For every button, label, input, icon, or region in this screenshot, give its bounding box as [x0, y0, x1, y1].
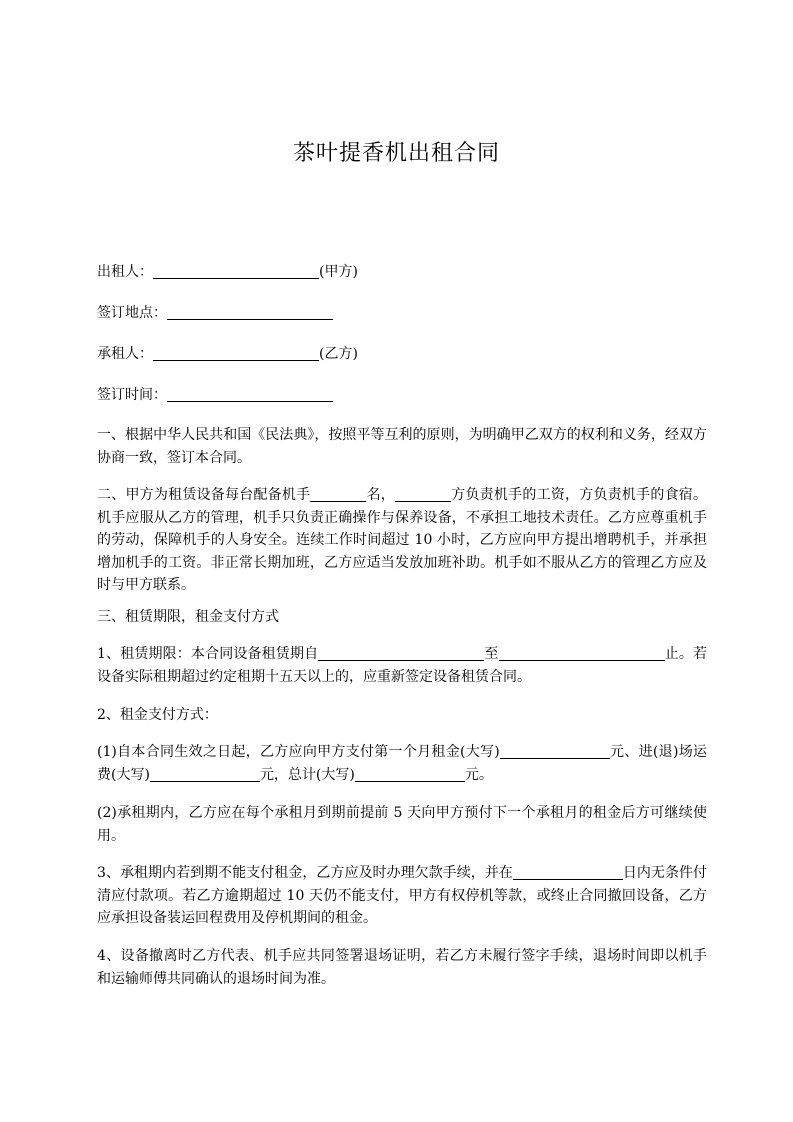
clause-1: 一、根据中华人民共和国《民法典》，按照平等互利的原则，为明确甲乙双方的权利和义务，经双方协商一致，签订本合同。 — [97, 427, 707, 466]
payment-item-1-text-d: 元。 — [464, 766, 493, 783]
place-line — [97, 303, 333, 323]
first-rent-blank[interactable] — [500, 742, 610, 759]
place-label: 签订地点： — [97, 305, 167, 321]
clause-2-text-c: 方负责机手的工资，方负责机手的食宿。机手应服从乙方的管理，机手只负责正确操作与保养设备，不承担工地技术责任。乙方应尊重机手的劳动，保障机手的人身安全。连续工作时间超过 10 小时，乙方应向甲方提出增聘机手，并承担增加机手的工资。非正常长期加班，乙方应适当发放加班补助。机手如不服从乙方的管理乙方应及时与甲方联系。 — [97, 487, 708, 593]
lessor-suffix: (甲方) — [319, 264, 358, 280]
lessor-blank[interactable] — [153, 262, 319, 279]
operator-count-blank[interactable] — [310, 485, 366, 502]
clause-3-heading: 三、租赁期限，租金支付方式 — [97, 609, 279, 625]
lessor-line — [97, 262, 358, 282]
total-amount-blank[interactable] — [355, 765, 465, 782]
lessee-blank[interactable] — [153, 344, 319, 361]
clause-3-1-text-b: 至 — [484, 646, 499, 662]
clause-3-1-text-a: 1、租赁期限：本合同设备租赁期自 — [97, 646, 319, 662]
payment-days-blank[interactable] — [513, 863, 623, 880]
clause-3-3-text-b: 日内无条件付清应付款项。若乙方逾期超过 10 天仍不能支付，甲方有权停机等款，或终止合同撤回设备，乙方应承担设备装运回程费用及停机期间的租金。 — [97, 865, 708, 926]
payment-item-2: (2)承租期内，乙方应在每个承租月到期前提前 5 天向甲方预付下一个承租月的租金后方可继续使用。 — [97, 805, 707, 844]
lease-start-blank[interactable] — [318, 644, 484, 661]
clause-3-2: 2、租金支付方式： — [97, 707, 218, 723]
clause-3-3 — [97, 862, 707, 930]
lease-end-blank[interactable] — [499, 644, 665, 661]
lessee-line — [97, 344, 358, 364]
clause-2-text-a: 二、甲方为租赁设备每台配备机手 — [97, 487, 311, 503]
date-label: 签订时间： — [97, 387, 167, 403]
wage-party-blank[interactable] — [395, 485, 451, 502]
payment-item-1 — [97, 741, 707, 786]
clause-3-1-text-c: 止。若设备实际租期超过约定租期十五天以上的，应重新签定设备租赁合同。 — [97, 646, 708, 685]
place-blank[interactable] — [167, 303, 333, 320]
lessee-label: 承租人： — [97, 346, 153, 362]
payment-item-1-text-c: 元，总计(大写) — [259, 766, 355, 783]
transport-fee-blank[interactable] — [150, 765, 260, 782]
clause-3-3-text-a: 3、承租期内若到期不能支付租金，乙方应及时办理欠款手续，并在 — [97, 865, 513, 881]
payment-item-1-text-b: 元、进(退)场运费(大写) — [97, 744, 707, 783]
clause-3-1 — [97, 643, 707, 688]
lessor-label: 出租人： — [97, 264, 153, 280]
document-title: 茶叶提香机出租合同 — [292, 141, 500, 166]
date-blank[interactable] — [167, 385, 333, 402]
clause-2 — [97, 484, 707, 597]
payment-item-1-text-a: (1)自本合同生效之日起，乙方应向甲方支付第一个月租金(大写) — [97, 744, 500, 760]
clause-3-4: 4、设备撤离时乙方代表、机手应共同签署退场证明，若乙方未履行签字手续，退场时间即以机手和运输师傅共同确认的退场时间为准。 — [97, 948, 707, 987]
clause-2-text-b: 名， — [366, 487, 396, 503]
lessee-suffix: (乙方) — [319, 346, 358, 362]
date-line — [97, 385, 333, 405]
